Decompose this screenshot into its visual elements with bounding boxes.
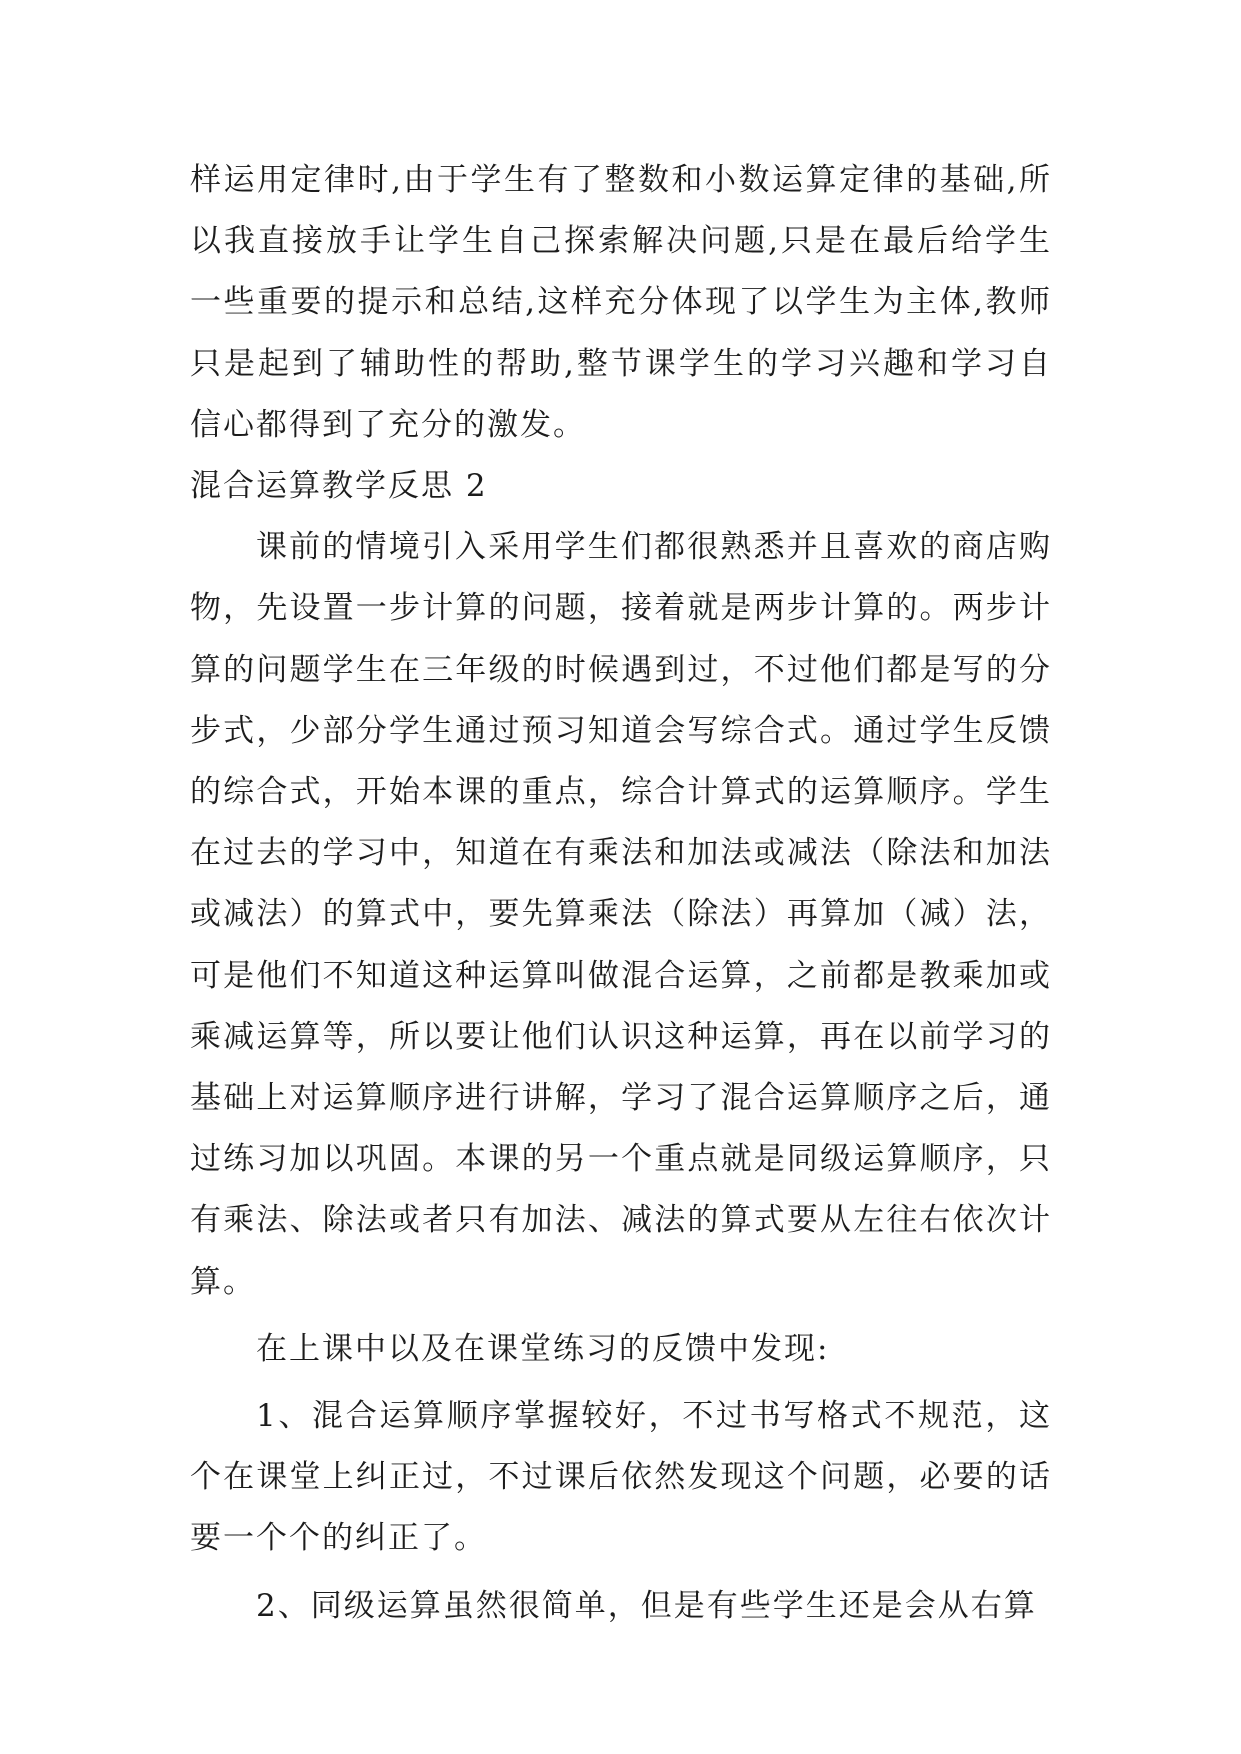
section-heading: 混合运算教学反思 2 — [190, 468, 488, 505]
list-item-2: 2、同级运算虽然很简单，但是有些学生还是会从右算 — [256, 1587, 1037, 1624]
paragraph-continued: 样运用定律时,由于学生有了整数和小数运算定律的基础,所以我直接放手让学生自己探索解决问题,只是在最后给学生一些重要的提示和总结,这样充分体现了以学生为主体,教师只是起到了辅助性的帮助,整节课学生的学习兴趣和学习自信心都得到了充分的激发。 — [190, 162, 1052, 443]
paragraph-feedback: 在上课中以及在课堂练习的反馈中发现: — [256, 1330, 830, 1367]
paragraph-intro: 课前的情境引入采用学生们都很熟悉并且喜欢的商店购物，先设置一步计算的问题，接着就是两步计算的。两步计算的问题学生在三年级的时候遇到过，不过他们都是写的分步式，少部分学生通过预习知道会写综合式。通过学生反馈的综合式，开始本课的重点，综合计算式的运算顺序。学生在过去的学习中，知道在有乘法和加法或减法（除法和加法或减法）的算式中，要先算乘法（除法）再算加（减）法，可是他们不知道这种运算叫做混合运算，之前都是教乘加或乘减运算等，所以要让他们认识这种运算，再在以前学习的基础上对运算顺序进行讲解，学习了混合运算顺序之后，通过练习加以巩固。本课的另一个重点就是同级运算顺序，只有乘法、除法或者只有加法、减法的算式要从左往右依次计算。 — [190, 529, 1052, 1300]
list-item-1: 1、混合运算顺序掌握较好，不过书写格式不规范，这个在课堂上纠正过，不过课后依然发现这个问题，必要的话要一个个的纠正了。 — [190, 1398, 1052, 1557]
document-page — [190, 150, 1052, 1637]
